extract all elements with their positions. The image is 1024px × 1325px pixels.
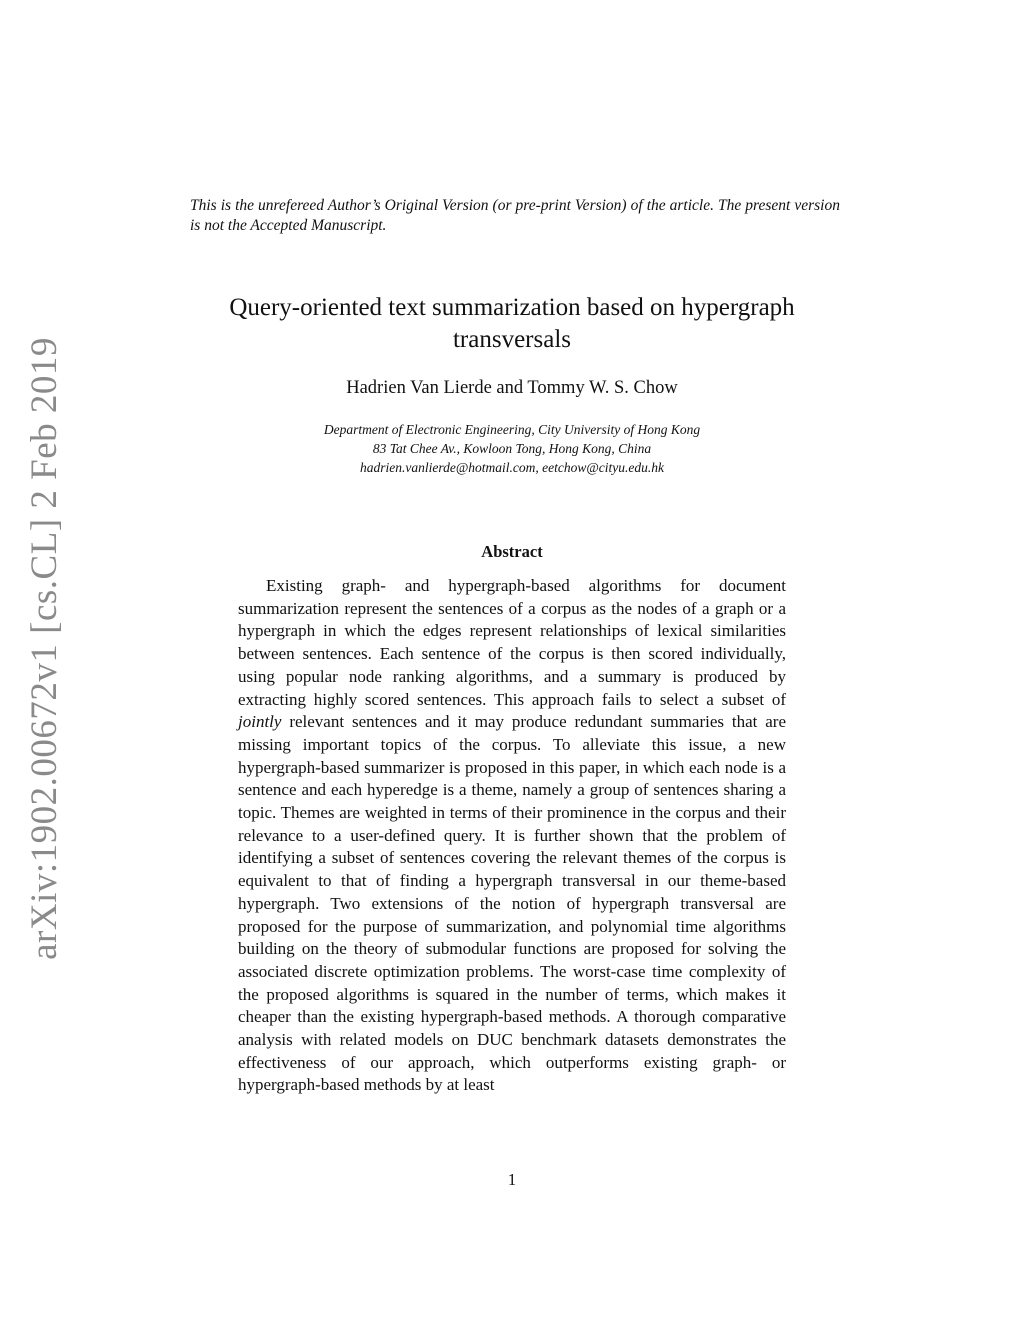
arxiv-identifier-stamp xyxy=(23,336,65,960)
abstract-heading: Abstract xyxy=(481,542,543,561)
author-affiliation xyxy=(190,420,834,477)
abstract-emphasis: jointly xyxy=(238,712,282,732)
affiliation-emails: hadrien.vanlierde@hotmail.com, eetchow@cityu.edu.hk xyxy=(359,460,664,475)
affiliation-address: 83 Tat Chee Av., Kowloon Tong, Hong Kong, China xyxy=(372,441,652,456)
abstract-text-part-2: relevant sentences and it may produce redundant summaries that are missing important topics of the corpus. To alleviate this issue, a new hypergraph-based summarizer is proposed in this paper, in which each node is a sentence and each hyperedge is a theme, namely a group of sentences sharing a topic. Themes are weighted in terms of their prominence in the corpus and their relevance to a user-defined query. It is further shown that the problem of identifying a subset of sentences covering the relevant themes of the corpus is equivalent to that of finding a hypergraph transversal in our theme-based hypergraph. Two extensions of the notion of hypergraph transversal are proposed for the purpose of summarization, and polynomial time algorithms building on the theory of submodular functions are proposed for solving the associated discrete optimization problems. The worst-case time complexity of the proposed algorithms is squared in the number of terms, which makes it cheaper than the existing hypergraph-based methods. A thorough comparative analysis with related models on DUC benchmark datasets demonstrates the effectiveness of our approach, which outperforms existing graph- or hypergraph-based methods by at least xyxy=(238,712,786,1095)
abstract-body xyxy=(238,575,786,1097)
author-list: Hadrien Van Lierde and Tommy W. S. Chow xyxy=(346,378,678,398)
page-number: 1 xyxy=(507,1170,517,1189)
arxiv-identifier-text: arXiv:1902.00672v1 [cs.CL] 2 Feb 2019 xyxy=(23,336,65,960)
abstract-text-part-1: Existing graph- and hypergraph-based algorithms for document summarization represent the sentences of a corpus as the nodes of a graph or a hypergraph in which the edges represent relationships of lexical similarities between sentences. Each sentence of the corpus is then scored individually, using popular node ranking algorithms, and a summary is produced by extracting highly scored sentences. This approach fails to select a subset of xyxy=(238,576,786,709)
paper-title: Query-oriented text summarization based on hypergraph transversals xyxy=(229,294,795,353)
preprint-notice: This is the unrefereed Author’s Original Version (or pre-print Version) of the article. The present version is not the Accepted Manuscript. xyxy=(190,197,840,234)
affiliation-department: Department of Electronic Engineering, City University of Hong Kong xyxy=(323,422,701,437)
